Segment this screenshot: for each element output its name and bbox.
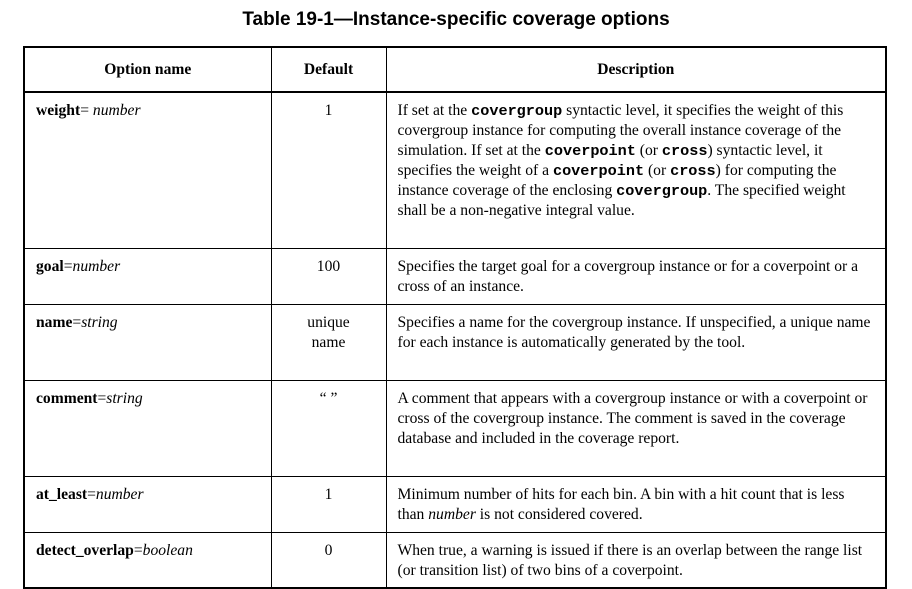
option-type: string [81,313,118,331]
option-keyword: detect_overlap [36,541,134,559]
description-text: When true, a warning is issued if there is an overlap between the range list (or transition list) of two bins of a coverpoint. [397,541,863,579]
option-name-cell [24,476,271,532]
table-caption: Table 19-1—Instance-specific coverage options [242,9,670,30]
table-row [24,380,886,476]
description-text: Specifies the target goal for a covergroup instance or for a coverpoint or a cross of an instance. [397,257,859,295]
option-type: number [72,257,121,275]
option-equals: = [133,541,143,559]
default-cell [271,532,386,588]
default-value-line-1: unique [307,313,350,331]
description-cell [386,476,886,532]
option-equals: = [87,485,96,503]
option-keyword: name [36,313,73,331]
option-type: number [95,485,144,503]
option-keyword: goal [36,257,64,275]
option-name-cell [24,304,271,380]
table-row [24,248,886,304]
header-description: Description [386,47,886,92]
coverage-options-table [23,46,887,589]
option-keyword: at_least [36,485,88,503]
default-cell [271,92,386,248]
option-name-cell [24,380,271,476]
table-row [24,476,886,532]
default-value: “ ” [319,389,338,407]
table-row [24,92,886,248]
table-row [24,304,886,380]
table-row [24,532,886,588]
option-equals: = [63,257,73,275]
header-default: Default [271,47,386,92]
option-type: string [106,389,143,407]
description-cell [386,532,886,588]
option-name-cell [24,248,271,304]
option-name-cell [24,92,271,248]
description-cell [386,248,886,304]
description-cell [386,92,886,248]
default-value: 1 [324,485,333,503]
option-equals: = [80,102,93,119]
description-text: Specifies a name for the covergroup instance. If unspecified, a unique name for each instance is automatically generated by the tool. [397,313,871,351]
option-type: boolean [142,541,193,559]
header-row [24,47,886,92]
option-equals: = [72,313,82,331]
option-name-cell [24,532,271,588]
default-value: 1 [324,102,333,119]
default-value-line-2: name [311,333,346,351]
default-cell [271,304,386,380]
description-text: If set at the covergroup syntactic level, it specifies the weight of this covergroup instance for computing the overall instance coverage of the simulation. If set at the coverpoint (or cross) syntactic level, it specifies the weight of a coverpoint (or cross) for computing the instance coverage of the enclosing covergroup. The specified weight shall be a non-negative integral value. [397,102,846,219]
default-value: 0 [324,541,333,559]
header-option-name: Option name [24,47,271,92]
option-type: number [92,102,141,119]
description-text: Minimum number of hits for each bin. A bin with a hit count that is less than number is not considered covered. [397,485,845,523]
description-cell [386,380,886,476]
description-cell [386,304,886,380]
option-keyword: comment [36,389,98,407]
option-equals: = [97,389,107,407]
default-value: 100 [316,257,341,275]
default-cell [271,248,386,304]
default-cell [271,380,386,476]
default-cell [271,476,386,532]
description-text: A comment that appears with a covergroup instance or with a coverpoint or cross of the covergroup instance. The comment is saved in the coverage database and included in the coverage report. [397,389,868,447]
option-keyword: weight [36,102,81,119]
